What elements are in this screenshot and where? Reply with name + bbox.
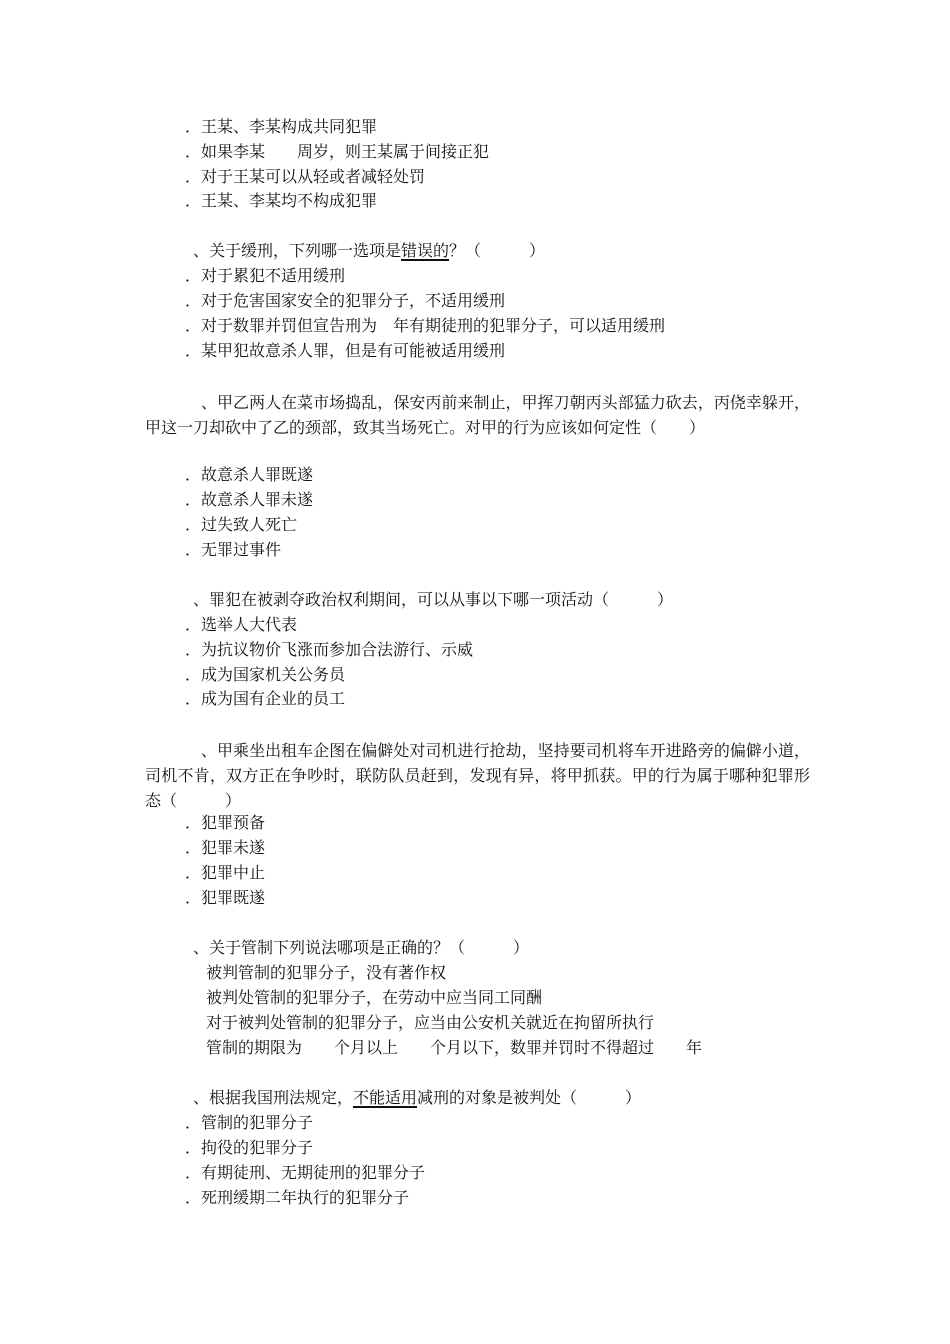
question-stem [193, 240, 545, 262]
question-stem: 、甲乘坐出租车企图在偏僻处对司机进行抢劫，坚持要司机将车开进路旁的偏僻小道，司机不肯，双方正在争吵时，联防队员赶到，发现有异，将甲抓获。甲的行为属于哪种犯罪形态（ ） [145, 741, 810, 810]
option-a: ．故意杀人罪既遂 [185, 465, 314, 484]
option-c: ．过失致人死亡 [185, 515, 298, 534]
option-a: ．管制的犯罪分子 [185, 1113, 314, 1132]
option-a: ．王某、李某构成共同犯罪 [185, 117, 378, 136]
option-b: 被判处管制的犯罪分子，在劳动中应当同工同酬 [206, 988, 543, 1007]
option-c: ．成为国家机关公务员 [185, 665, 346, 684]
option-c: 对于被判处管制的犯罪分子，应当由公安机关就近在拘留所执行 [206, 1013, 655, 1032]
option-b: ．如果李某 周岁，则王某属于间接正犯 [185, 142, 490, 161]
stem-text: 、关于缓刑，下列哪一选项是 [193, 241, 402, 260]
stem-emphasis: 不能适用 [353, 1088, 418, 1107]
option-c: ．对于数罪并罚但宣告刑为 年有期徒刑的犯罪分子，可以适用缓刑 [185, 316, 666, 335]
option-b: ．对于危害国家安全的犯罪分子，不适用缓刑 [185, 291, 506, 310]
stem-text: 、根据我国刑法规定， [193, 1088, 354, 1107]
question-stem [193, 1087, 641, 1109]
question-stem: 、关于管制下列说法哪项是正确的？（ ） [193, 938, 530, 957]
option-a: ．犯罪预备 [185, 813, 266, 832]
stem-emphasis: 错误的 [401, 241, 450, 260]
option-a: ．选举人大代表 [185, 615, 298, 634]
option-c: ．有期徒刑、无期徒刑的犯罪分子 [185, 1163, 426, 1182]
option-d: ．犯罪既遂 [185, 888, 266, 907]
option-c: ．犯罪中止 [185, 863, 266, 882]
option-d: ．死刑缓期二年执行的犯罪分子 [185, 1188, 410, 1207]
option-b: ．拘役的犯罪分子 [185, 1138, 314, 1157]
option-d: ．无罪过事件 [185, 540, 282, 559]
option-a: ．对于累犯不适用缓刑 [185, 266, 346, 285]
question-stem: 、罪犯在被剥夺政治权利期间，可以从事以下哪一项活动（ ） [193, 590, 674, 609]
option-d: ．王某、李某均不构成犯罪 [185, 191, 378, 210]
option-b: ．为抗议物价飞涨而参加合法游行、示威 [185, 640, 474, 659]
option-b: ．犯罪未遂 [185, 838, 266, 857]
question-stem: 、甲乙两人在菜市场捣乱，保安丙前来制止，甲挥刀朝丙头部猛力砍去，丙侥幸躲开，甲这一刀却砍中了乙的颈部，致其当场死亡。对甲的行为应该如何定性（ ） [145, 393, 810, 437]
option-a: 被判管制的犯罪分子，没有著作权 [206, 963, 447, 982]
stem-text: ？（ ） [449, 241, 546, 260]
option-d: ．某甲犯故意杀人罪，但是有可能被适用缓刑 [185, 341, 506, 360]
option-d: 管制的期限为 个月以上 个月以下，数罪并罚时不得超过 年 [206, 1038, 703, 1057]
stem-text: 减刑的对象是被判处（ ） [417, 1088, 642, 1107]
option-b: ．故意杀人罪未遂 [185, 490, 314, 509]
option-d: ．成为国有企业的员工 [185, 689, 346, 708]
option-c: ．对于王某可以从轻或者减轻处罚 [185, 167, 426, 186]
